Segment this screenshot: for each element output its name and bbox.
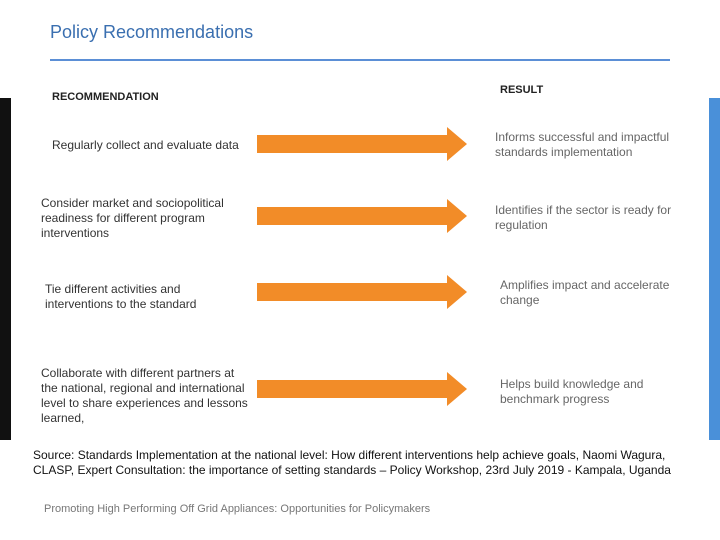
- title-divider: [50, 59, 670, 61]
- arrow-3: [257, 275, 469, 309]
- recommendation-2: Consider market and sociopolitical readiness for different program interventions: [41, 196, 224, 240]
- result-1: Informs successful and impactful standards implementation: [495, 130, 670, 159]
- result-4: Helps build knowledge and benchmark progress: [500, 377, 644, 406]
- recommendation-3: Tie different activities and interventions to the standard: [45, 282, 197, 311]
- arrow-4: [257, 372, 469, 406]
- page-title: Policy Recommendations: [50, 22, 254, 42]
- result-2: Identifies if the sector is ready for regulation: [495, 203, 672, 232]
- recommendation-header: RECOMMENDATION: [52, 91, 159, 103]
- left-accent-bar: [0, 98, 11, 440]
- arrow-1: [257, 127, 469, 161]
- result-header: RESULT: [500, 84, 544, 96]
- right-accent-bar: [709, 98, 720, 440]
- footer-text: Promoting High Performing Off Grid Appliances: Opportunities for Policymakers: [44, 503, 431, 515]
- arrow-2: [257, 199, 469, 233]
- result-3: Amplifies impact and accelerate change: [500, 278, 670, 307]
- source-citation: Source: Standards Implementation at the national level: How different interventions help achieve goals, Naomi Wagura, CLASP, Expert Consultation: the importance of setting standards – Policy Workshop, 23rd July 2019 - Kampala, Uganda: [33, 448, 671, 477]
- recommendation-4: Collaborate with different partners at the national, regional and international level to share experiences and lessons learned,: [41, 366, 248, 425]
- recommendation-1: Regularly collect and evaluate data: [52, 138, 239, 152]
